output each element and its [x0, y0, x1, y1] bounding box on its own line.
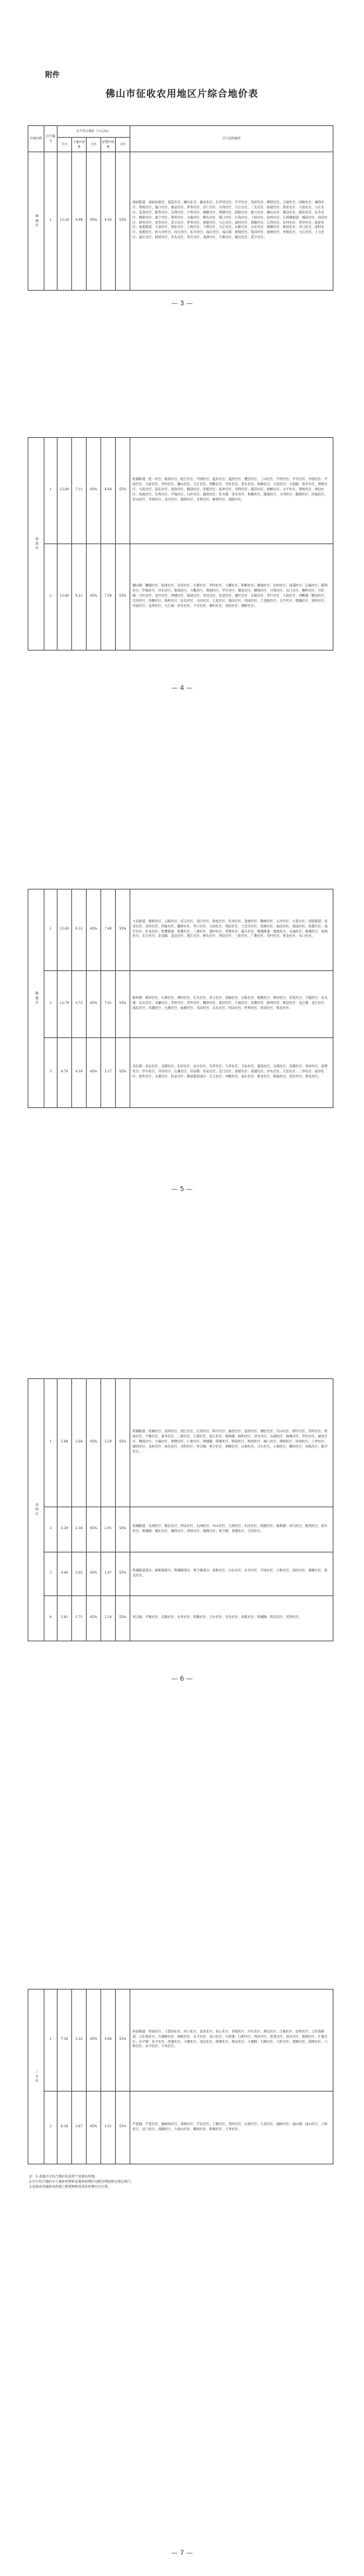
zone-no: 2 — [44, 2092, 58, 2164]
resettle-comp: 2.10 — [101, 1596, 116, 1641]
table-row — [28, 152, 333, 291]
table-row — [28, 1990, 333, 2092]
resettle-comp: 2.47 — [101, 1552, 116, 1596]
land-comp: 2.38 — [72, 1507, 87, 1552]
resettle-pct: 55% — [116, 438, 130, 544]
resettle-pct: 55% — [116, 971, 130, 1038]
region-name: 顺德区 — [28, 890, 44, 1108]
land-comp: 4.39 — [72, 1038, 87, 1108]
zone-description: 杏坛镇：杏坛社区、龙潭社区、东村社区、北水社区、光华社区、马齐社区、吉佑社区、逢简社区、古朗社区、昌教社区、麦村社区、高赞社区、罗水社区、齐杏社区、右滩社区、均安镇：均安社区、仓门社区、星槎社区、南浦社区、沙头社区、天连社区、三华社区、南沙社区、新华社区、豸浦社区、均安社区；勒流街道部分：江义社区、冲鹤社区、南水社区、新安社区、稔海社区、连杜社区、黄连社区。 — [130, 1038, 333, 1108]
land-pct: 45% — [87, 1552, 101, 1596]
price-total: 3.81 — [58, 1596, 72, 1641]
price-total: 13.80 — [58, 438, 72, 544]
region-name: 三水区 — [28, 1990, 44, 2164]
page-number: — 4 — — [171, 685, 193, 692]
land-comp: 2.02 — [72, 1552, 87, 1596]
resettle-comp: 3.29 — [101, 1379, 116, 1507]
zone-no: 2 — [44, 1507, 58, 1552]
region-name: 高明区 — [28, 1379, 44, 1641]
resettle-pct: 55% — [116, 152, 130, 291]
region-name: 南海区 — [28, 438, 44, 651]
table-row — [28, 1596, 333, 1641]
land-price-table-page-3 — [28, 889, 333, 1108]
zone-description: 芦苞镇：芦苞社区、独树岗社区、刘寨社区、芦东社区、上塘社区、西河社区、长岐社区、大布社区、独树社区；南山镇：南山社区、六和社区、迳口社区、漫塘社区、大南山社区、横岗社区、新城社区、万寿社区。 — [130, 2092, 333, 2164]
resettle-comp: 7.59 — [101, 544, 116, 651]
zone-description: 荷城街道部分、杨和镇部分、明城镇部分、更合镇部分：泰和社区、白石社区、水井社区、平岗社区、合和社区、高村社区、珠塘社区、唐美社区。 — [130, 1552, 333, 1596]
footnotes — [29, 2175, 335, 2191]
resettle-comp: 3.51 — [101, 2092, 116, 2164]
land-pct: 45% — [87, 2092, 101, 2164]
resettle-comp: 7.48 — [101, 890, 116, 971]
resettle-pct: 55% — [116, 1552, 130, 1596]
zone-description: 祖庙街道：祖庙居委会、莲花社区、澜石社区、城北社区、东华里社区、升平社区、兆祥社区、燎原社区、万福社区、园林社区、城西社区、黄岐社区、涌口社区、镇安社区、季华社区、亲仁社区、石湾社区、大江社区、三友社区、张槎社区、鸿业社区、大富社区、公正社区、美景社区、联华社区、石湾社区、兴华社区、弼塘社区、明窗社区、彩阳社区、群力社区、澜石社区、街边社区、朝东社区、东升社区、燎原社区、福宁社区、新村社区、大路社区、塘头社区、海口社区、石角社区、上柏社区、扶西社区；石湾镇街道：城南社区、同济社区、锦华社区、金华社区、金丰社区、季华社区、张槎社区、大江社区、深村社区、莲塘社区、江湾社区、东村社区、湾华社区、海景社区；张槎街道：大富社区、鸿业社区、上朗社区、下朗社区、大江社区、山紫社区、古灶社区、弼塘社区、新创社区、沙口社区、深村社区、张槎社区、新大沙社区、汾江社区、东平社区、南庄社区；南庄镇：紫洞社区、堤田社区、溶洲社区、罗格社区、大江社区、上元社区、南庄社区、梧村社区、杏头社区、务庄社区、龙津社区、吉利社区、隆庆社区、贺丰社区。 — [130, 152, 333, 291]
header-zone-no: 区片编号 — [44, 126, 58, 152]
land-comp: 4.98 — [72, 152, 87, 291]
zone-no: 1 — [44, 1379, 58, 1507]
zone-no: 1 — [44, 1990, 58, 2092]
header-resettle-comp: 安置补助费 — [101, 138, 116, 152]
price-total: 4.49 — [58, 1552, 72, 1596]
price-total: 13.28 — [58, 152, 72, 291]
table-row — [28, 890, 333, 971]
price-total: 7.38 — [58, 1990, 72, 2092]
zone-description: 荷城街道：东洲社区、塘东社区、西安社区、石洲社区、中山社区、王洲社区、东岸社区、新港社区；杨和镇：对川社区、杨西社区、深水社区；明城镇：城东社区、城西社区、西村社区、洞儒社区；更合镇：更楼社区、吉田社区。 — [130, 1507, 333, 1552]
price-total: 12.74 — [58, 971, 72, 1038]
table-row — [28, 544, 333, 651]
resettle-pct: 55% — [116, 1990, 130, 2092]
header-price-group: 区片综合地价（万元/亩） — [58, 126, 130, 138]
land-pct: 45% — [87, 1596, 101, 1641]
header-desc: 区片范围描述 — [130, 126, 333, 152]
table-row — [28, 1552, 333, 1596]
zone-no: 4 — [44, 1596, 58, 1641]
land-pct: 45% — [87, 890, 101, 971]
zone-no: 3 — [44, 1038, 58, 1108]
page-number: — 5 — — [171, 1186, 193, 1193]
land-comp: 1.71 — [72, 1596, 87, 1641]
zone-description: 大良街道：德和社区、云路社区、府又社区、北区社区、新松社区、红岗社区、金榜社区、顺峰社区、五沙社区、古鉴社区；容桂街道：容里社区、容西社区、四基社区、穗香社区、华口社区、马冈社区、细滘社区、上佳市社区、桂洲社区、扁滘社区、海尾社区、高黎社区、南区社区、红星社区；伦教街道：伦教社区、三洲社区、荔村社区、常教社区、霞石社区；勒流街道：勒流社区、众涌社区、新城社区、扶闾社区、光大社区；北滘镇：北滘社区、碧江社区、林头社区、西滘社区、三桂社区、广教社区、莘村社区、黄龙社区、水口社区。 — [130, 890, 333, 971]
land-comp: 6.21 — [72, 544, 87, 651]
table-row — [28, 2092, 333, 2164]
header-pct2: 占比 — [116, 138, 130, 152]
land-pct: 45% — [87, 1038, 101, 1108]
price-total: 13.60 — [58, 890, 72, 971]
resettle-comp: 4.06 — [101, 1990, 116, 2092]
page-number: — 6 — — [171, 1676, 193, 1683]
resettle-pct: 55% — [116, 2092, 130, 2164]
land-pct: 45% — [87, 544, 101, 651]
zone-no: 3 — [44, 1552, 58, 1596]
zone-no: 2 — [44, 544, 58, 651]
region-name: 禅城区 — [28, 152, 44, 291]
land-pct: 45% — [87, 1990, 101, 2092]
footnote: 注：1.本地区片综合地价仅适用于征收农用地。 — [29, 2175, 98, 2179]
zone-no: 1 — [44, 152, 58, 291]
header-land-comp: 土地补偿费 — [72, 138, 87, 152]
resettle-pct: 55% — [116, 1596, 130, 1641]
header-pct1: 占比 — [87, 138, 101, 152]
zone-description: 桂城街道：桂一社区、海景社区、桂江社区、平洲社区、夏东社区、夏西社区、叠滘社区、三山社区、平西社区、平东社区、沙尾社区、平南社区、大沥社区、罗村社区、狮山社区、九江社区、西樵社区、丹灶社区、里水社区、和顺社区、大沥社区；大沥镇：盐步社区、黄岐社区、大沥社区、沥东社区、沥西社区、鹤园社区、奇槎社区、泌冲社区、河西社区、联滘社区、颜峰社区、太平社区、黄岐社区、钟边社区、凤池社区、东秀社区、平地社区、白沙社区、湖景社区；里水镇：里水社区、和顺社区、逢涌社区、大冲社区、鹤峰社区、沙涌社区、赤山社区、草场社区、北沙社区、新联社区、甘蕉社区、麻奢社区、岗联社区。 — [130, 438, 333, 544]
footnote: 2.区片综合地价中土地补偿费和安置补助费的分配比例按相关规定执行。 — [29, 2180, 134, 2184]
land-comp: 5.73 — [72, 971, 87, 1038]
land-price-table-page-2 — [28, 437, 333, 651]
zone-no: 1 — [44, 438, 58, 544]
header-total: 合计 — [58, 138, 72, 152]
land-comp: 6.12 — [72, 890, 87, 971]
zone-description: 陈村镇：陈村社区、石洲社区、潭村社区、庄头社区、青云社区、仙涌社区、白陈社区、弼教社区、绀村社区、赤花社区、大都社区；乐从镇：乐从社区、水藤社区、劳村社区、罗沙社区、腾冲社区、葛岸社区、小涌社区、良教社区、路州社区、杨滘社区；龙江镇：龙江社区、南坑社区、苏溪社区、左滩社区、仙塘社区、官田社区、东头社区、坦田社区、世埠社区、旺岗社区、集北社区。 — [130, 971, 333, 1038]
land-comp: 2.87 — [72, 2092, 87, 2164]
table-row — [28, 1507, 333, 1552]
table-row — [28, 971, 333, 1038]
resettle-comp: 2.91 — [101, 1507, 116, 1552]
page-number: — 7 — — [171, 2550, 193, 2557]
land-comp: 2.69 — [72, 1379, 87, 1507]
land-price-table-page-4 — [28, 1378, 333, 1641]
zone-description: 荷城街道：荷城社区、富湾社区、西江社区、江湾社区、和平社区、丽堂社区、富湾社区、塘肚社区、官山社区、新圩社区、苏村社区、铁岗社区、平塘社区、泰华社区、三洲社区、王洲社区、沧江社区；杨和镇：杨和社区、对川社区、石湖社区、杨梅社区、罗岸社区、丽堂社区、楼岗社区、大幕社区、界牌社区、仁和社区、明城镇：明城社区、明南社区、明西社区、城八社区、潭朗社区、坪洲社区、上坪社区、湖西社区、良村社区、岗头社区、光明社区；更合镇：更合社区、朗锦社区、白洞社区、合水社区、小洞社区、榴村社区、布练社区、新圩社区。 — [130, 1379, 333, 1507]
land-pct: 45% — [87, 152, 101, 291]
header-region: 区域名称 — [28, 126, 44, 152]
land-price-table-page-5 — [28, 1989, 333, 2164]
resettle-comp: 5.37 — [101, 1038, 116, 1108]
resettle-pct: 55% — [116, 1038, 130, 1108]
zone-no: 2 — [44, 971, 58, 1038]
price-total: 5.98 — [58, 1379, 72, 1507]
zone-description: 更合镇：平塘社区、官塘社区、水井社区、料塘社区、合水社区、宅布社区、布练社区；明城镇：明东社区、光明社区。 — [130, 1596, 333, 1641]
page-number: — 3 — — [171, 300, 193, 307]
zone-description: 狮山镇：狮城社区、松岗社区、官窑社区、小塘社区、罗村社区、大圃社区、和顺社区、塘涌社区、北村社区、南浦社区、石碣社区、联和社区、罗洞社区、沙水社区、象岗社区、大榄社区、黄洞社区、罗行社区、塘边社区、横岗社区、兴贤社区、石门社区、狮岭社区；丹灶镇：丹灶社区、金沙社区、西城社区、仙岗社区、劳边社区、良登社区、城区社区、东联社区、罗行社区、大涡社区；西樵镇：樵园社区、百西社区、西樵社区、简村社区、民乐社区、大同社区、七星社区、新田社区、河岗社区、上金瓯社区、太平社区、儒溪社区、简村社区、崇南社区、龙湾社区、九江镇：沙头社区、下东社区、璜玑社区、河清社区、烟桥社区。 — [130, 544, 333, 651]
price-total: 9.76 — [58, 1038, 72, 1108]
resettle-pct: 55% — [116, 890, 130, 971]
resettle-comp: 7.01 — [101, 971, 116, 1038]
zone-description: 西南街道：西南社区、王借岗社区、河口社区、金本社区、布心社区、青岐社区、沙头社区、洲边社区、江根社区、思贤社区；云东海街道：云东海社区、石湖洲社区、杨梅社区、永丰社区、迳口社区；白坭镇：白坭社区、西岸社区、富景社区、岗头社区、银洲社区、汇银社区；乐平镇：乐平社区、范湖社区、大塘社区、南边社区、源潭社区、保安社区；大塘镇：大塘社区、大旺社区、莲塘社区、前锋社区、六和社区、永平社区、大布社区。 — [130, 1990, 333, 2092]
land-pct: 45% — [87, 1379, 101, 1507]
table-row — [28, 1379, 333, 1507]
price-total: 6.38 — [58, 2092, 72, 2164]
table-row — [28, 438, 333, 544]
price-total: 13.80 — [58, 544, 72, 651]
land-pct: 45% — [87, 438, 101, 544]
price-total: 5.29 — [58, 1507, 72, 1552]
resettle-comp: 8.30 — [101, 152, 116, 291]
document-title: 佛山市征收农用地区片综合地价表 — [105, 89, 258, 100]
attachment-label: 附件 — [45, 71, 60, 79]
footnote: 3.征收农用地涉及的地上附着物和青苗补偿费另行计算。 — [29, 2185, 111, 2189]
resettle-comp: 8.69 — [101, 438, 116, 544]
resettle-pct: 55% — [116, 1379, 130, 1507]
resettle-pct: 55% — [116, 1507, 130, 1552]
land-comp: 3.32 — [72, 1990, 87, 2092]
land-pct: 45% — [87, 971, 101, 1038]
land-price-table-page-1 — [28, 125, 333, 291]
zone-no: 1 — [44, 890, 58, 971]
table-row — [28, 1038, 333, 1108]
land-pct: 45% — [87, 1507, 101, 1552]
land-comp: 7.11 — [72, 438, 87, 544]
resettle-pct: 55% — [116, 544, 130, 651]
